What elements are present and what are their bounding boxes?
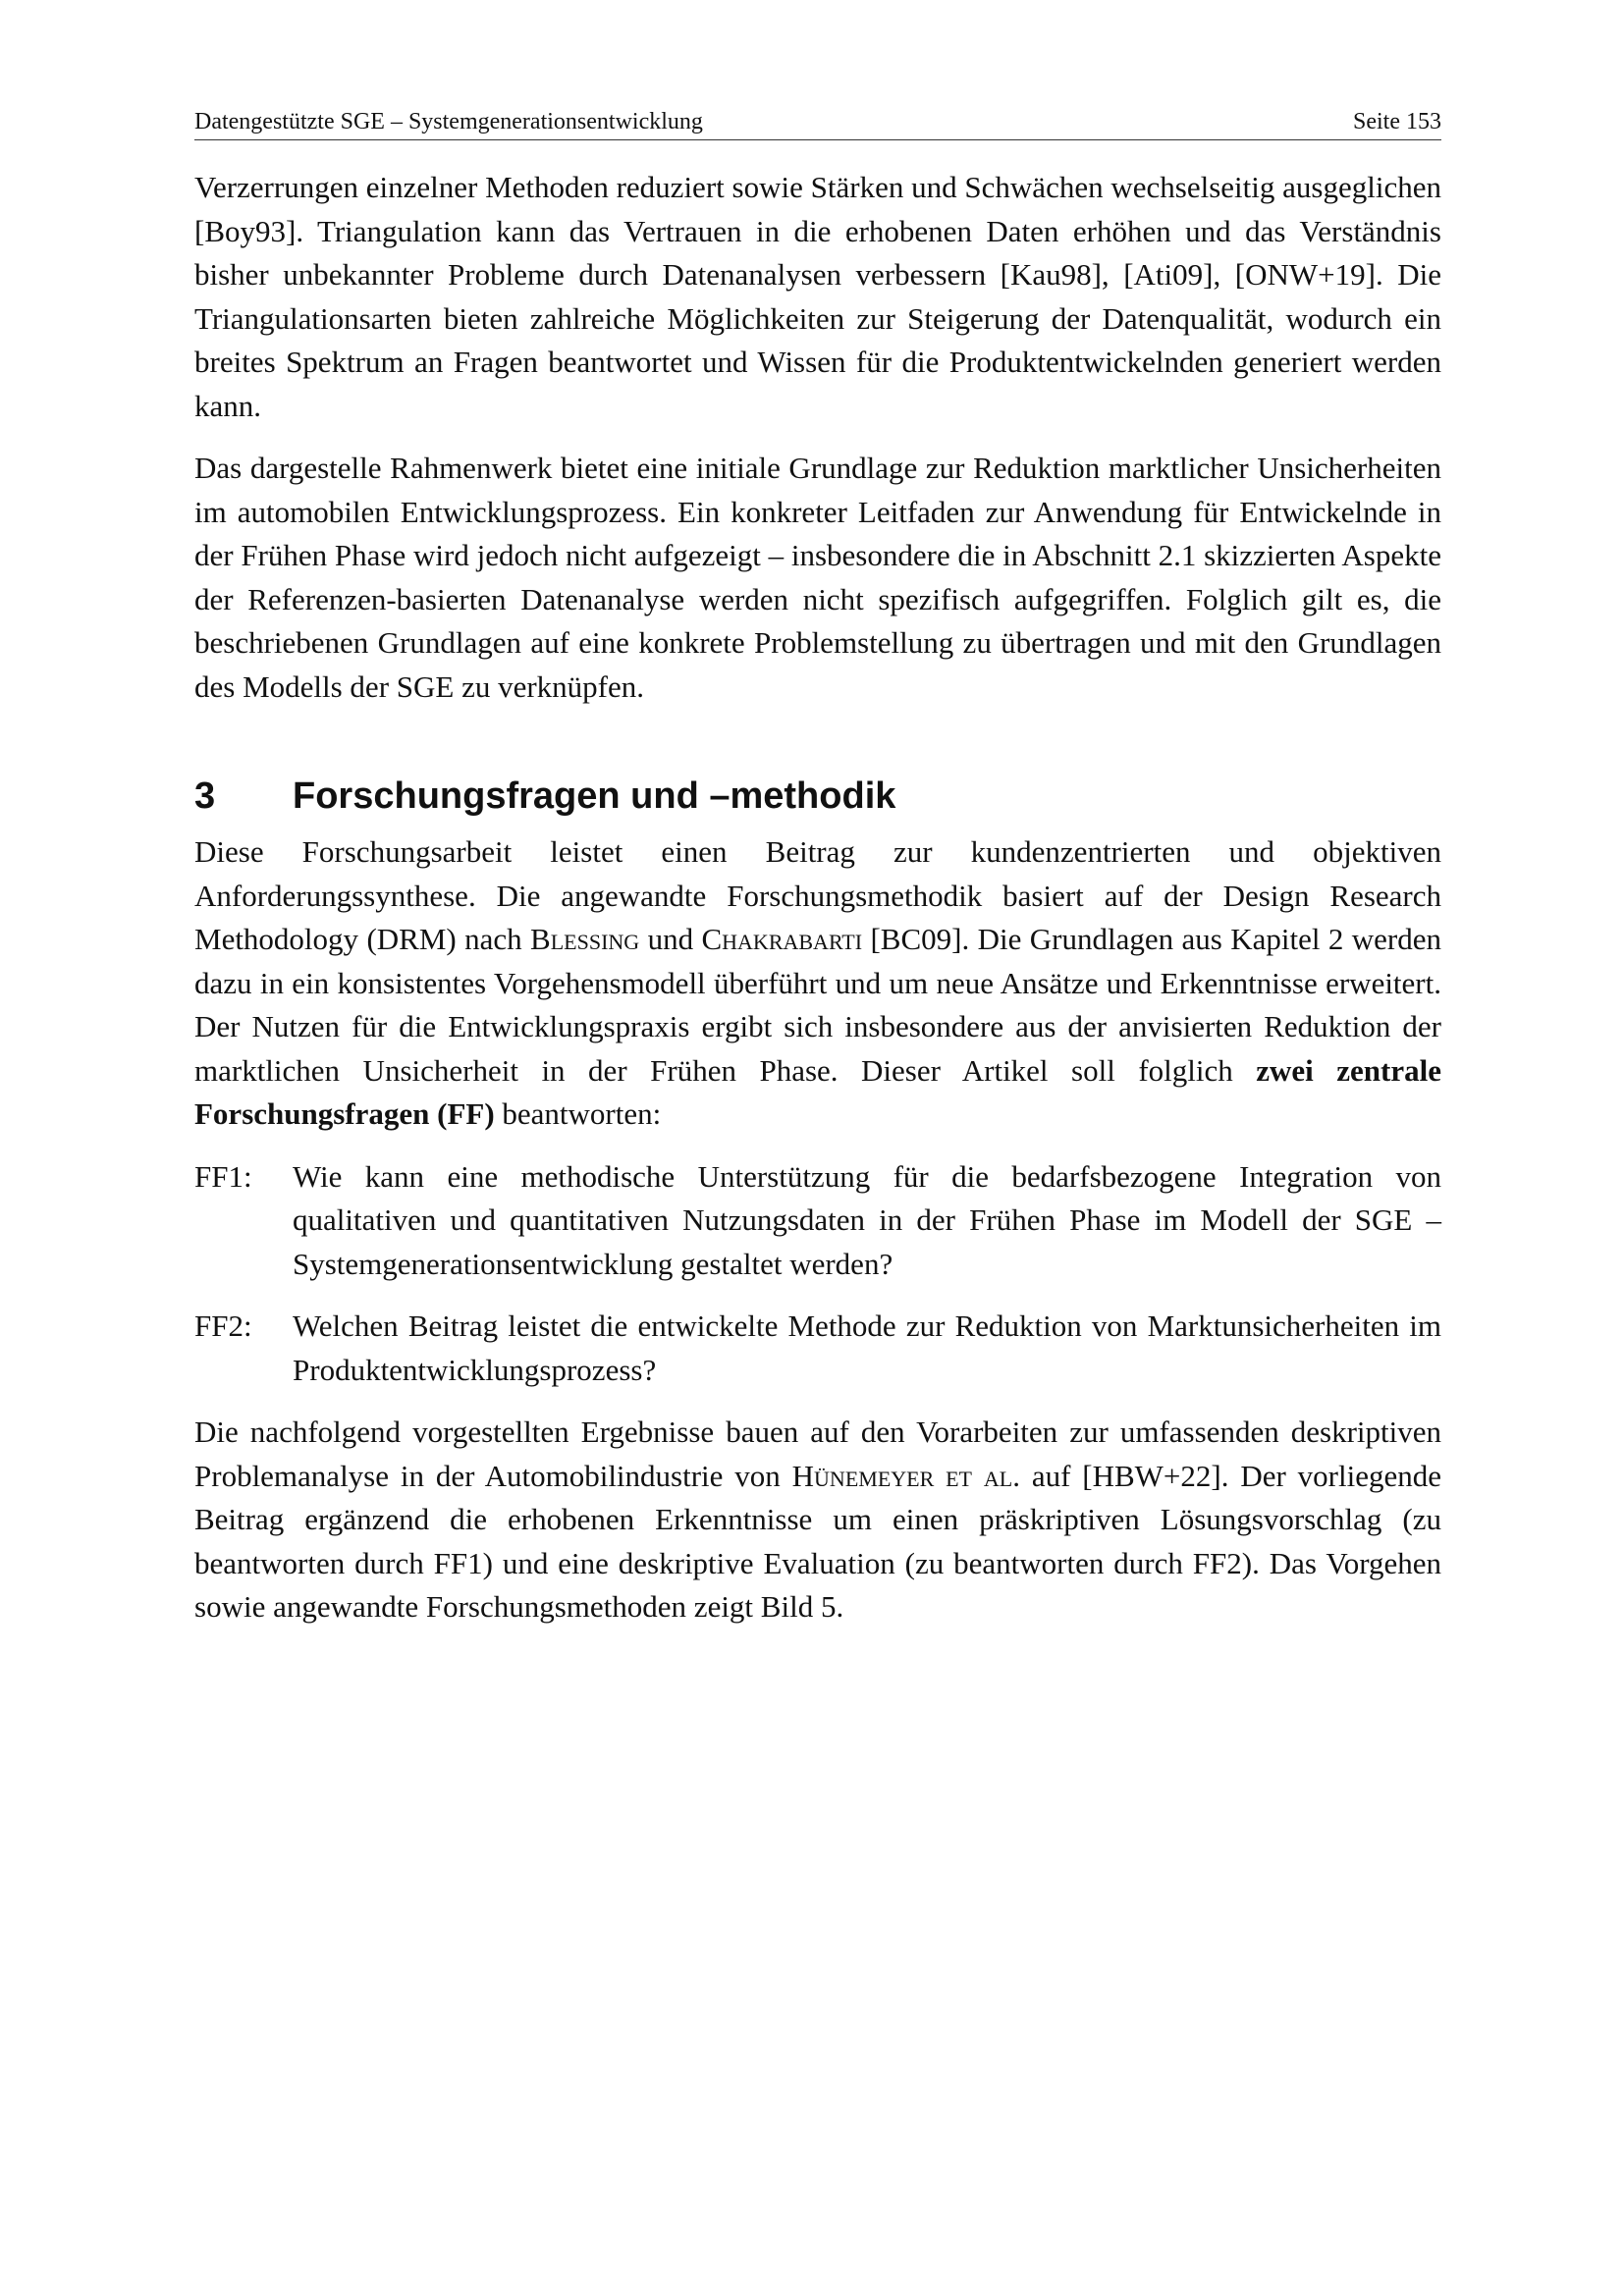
document-page	[194, 108, 1441, 1629]
rq-label: FF1:	[194, 1158, 252, 1194]
paragraph-results	[194, 1411, 1441, 1629]
results-text-1: Die nachfolgend vorgestellten Ergebnisse bauen auf den Vorarbeiten zur umfassenden deskriptiven Problemanalyse in der Automobilindustrie von	[194, 1415, 1441, 1493]
rq-text: Wie kann eine methodische Unterstützung für die bedarfsbezogene Integration von qualitativen und quantitativen Nutzungsdaten in der Frühen Phase im Modell der SGE – Systemgenerationsentwicklung gestaltet werden?	[293, 1158, 1441, 1281]
section-heading	[194, 774, 1441, 819]
paragraph-framework: Das dargestelle Rahmenwerk bietet eine initiale Grundlage zur Reduktion marktlicher Unsicherheiten im automobilen Entwicklungsprozess. Ein konkreter Leitfaden zur Anwendung für Entwickelnde in der Frühen Phase wird jedoch nicht aufgezeigt – insbesondere die in Abschnitt 2.1 skizzierten Aspekte der Referenzen-basierten Datenanalyse werden nicht spezifisch aufgegriffen. Folglich gilt es, die beschriebenen Grundlagen auf eine konkrete Problemstellung zu übertragen und mit den Grundlagen des Modells der SGE zu verknüpfen.	[194, 451, 1441, 704]
methodology-and: und	[639, 922, 702, 956]
rq-label: FF2:	[194, 1308, 252, 1343]
header-title: Datengestützte SGE – Systemgenerationsentwicklung	[194, 109, 703, 134]
author-blessing: Blessing	[530, 922, 640, 956]
paragraph-methodology	[194, 830, 1441, 1137]
results-text-2: auf [HBW+22]. Der vorliegende Beitrag ergänzend die erhobenen Erkenntnisse um einen präskriptiven Lösungsvorschlag (zu beantworten durch FF1) und eine deskriptive Evaluation (zu beantworten durch FF2). Das Vorgehen sowie angewandte Forschungsmethoden zeigt Bild 5.	[194, 1458, 1442, 1624]
research-questions-emphasis: zwei zentrale Forschungsfragen (FF)	[194, 1052, 1441, 1131]
section-number: 3	[194, 775, 216, 817]
page-number: Seite 153	[1353, 109, 1441, 134]
running-header	[194, 108, 1441, 140]
research-question-ff1	[194, 1155, 1441, 1287]
section-title: Forschungsfragen und –methodik	[293, 775, 896, 817]
author-chakrabarti: Chakrabarti	[701, 922, 863, 956]
methodology-text-3: beantworten:	[494, 1096, 662, 1131]
author-huenemeyer: Hünemeyer et al.	[791, 1458, 1020, 1493]
rq-text: Welchen Beitrag leistet die entwickelte Methode zur Reduktion von Marktunsicherheiten im Produktentwicklungsprozess?	[293, 1308, 1441, 1387]
methodology-text-1: Diese Forschungsarbeit leistet einen Beitrag zur kundenzentrierten und objektiven Anforderungssynthese. Die angewandte Forschungsmethodik basiert auf der Design Research Methodology (DRM) nach	[194, 834, 1441, 956]
paragraph-triangulation: Verzerrungen einzelner Methoden reduziert sowie Stärken und Schwächen wechselseitig ausgeglichen [Boy93]. Triangulation kann das Vertrauen in die erhobenen Daten erhöhen und das Verständnis bisher unbekannter Probleme durch Datenanalysen verbessern [Kau98], [Ati09], [ONW+19]. Die Triangulationsarten bieten zahlreiche Möglichkeiten zur Steigerung der Datenqualität, wodurch ein breites Spektrum an Fragen beantwortet und Wissen für die Produktentwickelnden generiert werden kann.	[194, 170, 1441, 423]
methodology-text-2: [BC09]. Die Grundlagen aus Kapitel 2 werden dazu in ein konsistentes Vorgehensmodell überführt und um neue Ansätze und Erkenntnisse erweitert. Der Nutzen für die Entwicklungspraxis ergibt sich insbesondere aus der anvisierten Reduktion der marktlichen Unsicherheit in der Frühen Phase. Dieser Artikel soll folglich	[194, 922, 1442, 1088]
research-question-ff2	[194, 1305, 1441, 1392]
